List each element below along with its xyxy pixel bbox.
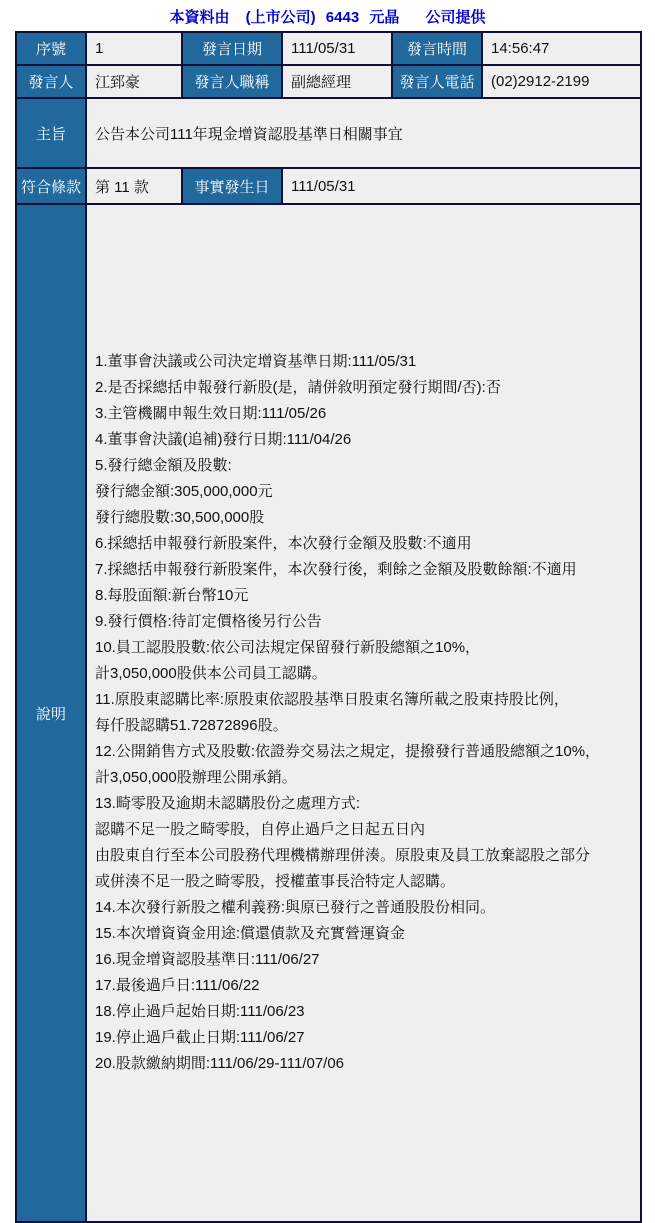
company-name: 元晶 xyxy=(369,9,400,26)
description-line: 5.發行總金額及股數: xyxy=(95,457,232,474)
description-line: 每仟股認購51.72872896股。 xyxy=(95,717,288,734)
seq-label: 序號 xyxy=(16,32,86,65)
description-line: 14.本次發行新股之權利義務:與原已發行之普通股股份相同。 xyxy=(95,899,496,916)
description-line: 17.最後過戶日:111/06/22 xyxy=(95,977,260,994)
description-line: 1.董事會決議或公司決定增資基準日期:111/05/31 xyxy=(95,353,417,370)
subject-label: 主旨 xyxy=(16,98,86,168)
announce-date-label: 發言日期 xyxy=(182,32,282,65)
description-line: 20.股款繳納期間:111/06/29-111/07/06 xyxy=(95,1055,345,1072)
provided-by-suffix: 公司提供 xyxy=(425,9,486,26)
description-line: 13.畸零股及逾期未認購股份之處理方式: xyxy=(95,795,361,812)
description-line: 15.本次增資資金用途:償還債款及充實營運資金 xyxy=(95,925,406,942)
description-line: 或併湊不足一股之畸零股，授權董事長洽特定人認購。 xyxy=(95,873,456,890)
fact-date-value: 111/05/31 xyxy=(282,168,641,204)
description-line: 11.原股東認購比率:原股東依認股基準日股東名簿所載之股東持股比例， xyxy=(95,691,569,708)
description-line: 19.停止過戶截止日期:111/06/27 xyxy=(95,1029,305,1046)
description-label: 說明 xyxy=(16,204,86,1222)
spokesperson-title-label: 發言人職稱 xyxy=(182,65,282,98)
description-line: 8.每股面額:新台幣10元 xyxy=(95,587,249,604)
clause-value: 第 11 款 xyxy=(86,168,182,204)
provided-by-prefix: 本資料由 xyxy=(169,9,230,26)
spokesperson-title-value: 副總經理 xyxy=(282,65,392,98)
table-row-clause xyxy=(16,168,641,204)
seq-value: 1 xyxy=(86,32,182,65)
description-line: 6.採總括申報發行新股案件，本次發行金額及股數:不適用 xyxy=(95,535,472,552)
spokesperson-phone-value: (02)2912-2199 xyxy=(482,65,641,98)
table-row-spokesperson xyxy=(16,65,641,98)
stock-code: 6443 xyxy=(325,9,360,26)
company-type: (上市公司) xyxy=(245,9,316,26)
description-line: 認購不足一股之畸零股，自停止過戶之日起五日內 xyxy=(95,821,426,838)
description-line: 4.董事會決議(追補)發行日期:111/04/26 xyxy=(95,431,352,448)
subject-value: 公告本公司111年現金增資認股基準日相關事宜 xyxy=(86,98,641,168)
table-row-seq xyxy=(16,32,641,65)
description-line: 計3,050,000股辦理公開承銷。 xyxy=(95,769,297,786)
description-line: 計3,050,000股供本公司員工認購。 xyxy=(95,665,327,682)
description-line: 12.公開銷售方式及股數:依證券交易法之規定，提撥發行普通股總額之10%， xyxy=(95,743,601,760)
description-line: 發行總股數:30,500,000股 xyxy=(95,509,265,526)
description-line: 由股東自行至本公司股務代理機構辦理併湊。原股東及員工放棄認股之部分 xyxy=(95,847,591,864)
description-line: 2.是否採總括申報發行新股(是，請併敘明預定發行期間/否):否 xyxy=(95,379,501,396)
description-line: 發行總金額:305,000,000元 xyxy=(95,483,273,500)
announcement-table xyxy=(15,31,642,1223)
announce-time-label: 發言時間 xyxy=(392,32,482,65)
announce-time-value: 14:56:47 xyxy=(482,32,641,65)
spokesperson-label: 發言人 xyxy=(16,65,86,98)
announce-date-value: 111/05/31 xyxy=(282,32,392,65)
description-line: 3.主管機關申報生效日期:111/05/26 xyxy=(95,405,327,422)
description-line: 9.發行價格:待訂定價格後另行公告 xyxy=(95,613,322,630)
table-row-description xyxy=(16,204,641,1222)
spokesperson-phone-label: 發言人電話 xyxy=(392,65,482,98)
description-line: 10.員工認股股數:依公司法規定保留發行新股總額之10%， xyxy=(95,639,481,656)
page-title xyxy=(0,0,655,27)
description-content xyxy=(86,204,641,1222)
table-row-subject xyxy=(16,98,641,168)
description-line: 16.現金增資認股基準日:111/06/27 xyxy=(95,951,320,968)
description-line: 7.採總括申報發行新股案件，本次發行後，剩餘之金額及股數餘額:不適用 xyxy=(95,561,577,578)
fact-date-label: 事實發生日 xyxy=(182,168,282,204)
description-line: 18.停止過戶起始日期:111/06/23 xyxy=(95,1003,305,1020)
clause-label: 符合條款 xyxy=(16,168,86,204)
spokesperson-value: 江郅豪 xyxy=(86,65,182,98)
